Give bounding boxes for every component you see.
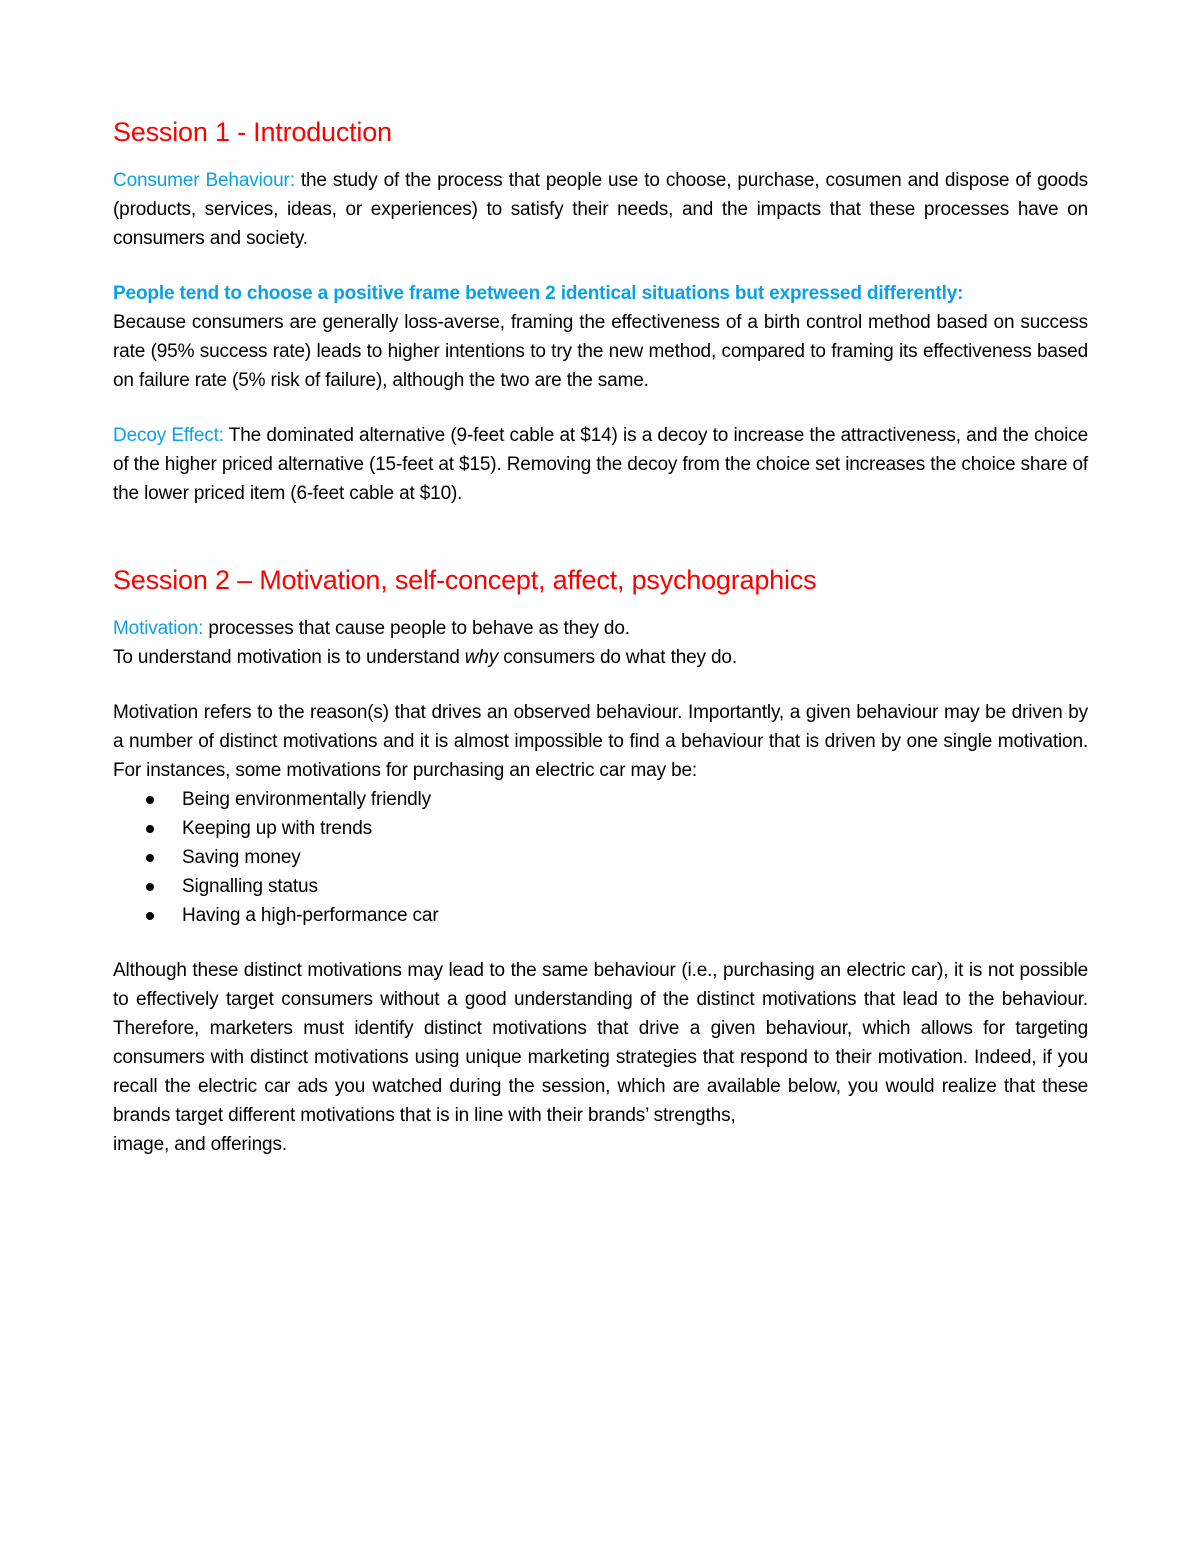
- bullet-icon: [146, 825, 154, 833]
- motivation-line-2: [113, 643, 1088, 672]
- framing-text: Because consumers are generally loss-averse, framing the effectiveness of a birth control method based on success rate (95% success rate) leads to higher intentions to try the new method, compared to framing its effectiveness based on failure rate (5% risk of failure), although the two are the same.: [113, 312, 1088, 391]
- why-emphasis: why: [464, 647, 499, 668]
- bullet-icon: [146, 854, 154, 862]
- list-item: [113, 814, 1088, 843]
- motivation-list: [113, 785, 1088, 930]
- motivation-term: Motivation:: [113, 618, 204, 639]
- motivation-paragraph-2: Although these distinct motivations may lead to the same behaviour (i.e., purchasing an electric car), it is not possible to effectively target consumers without a good understanding of the distinct motivations that lead to the behaviour. Therefore, marketers must identify distinct motivations that drive a given behaviour, which allows for targeting consumers with distinct motivations using unique marketing strategies that respond to their motivation. Indeed, if you recall the electric car ads you watched during the session, which are available below, you would realize that these brands target different motivations that is in line with their brands’ strengths,: [113, 960, 1088, 1126]
- decoy-effect-definition: [113, 421, 1088, 508]
- session-1-title: Session 1 - Introduction: [113, 117, 392, 147]
- framing-heading: [113, 279, 1088, 308]
- list-item-text: Saving money: [182, 847, 301, 868]
- decoy-effect-term: Decoy Effect:: [113, 425, 224, 446]
- consumer-behaviour-definition: [113, 166, 1088, 253]
- framing-heading-text: People tend to choose a positive frame between 2 identical situations but expressed differently:: [113, 283, 964, 304]
- list-item: [113, 785, 1088, 814]
- motivation-text: processes that cause people to behave as they do.: [203, 618, 630, 639]
- consumer-behaviour-term: Consumer Behaviour:: [113, 170, 295, 191]
- bullet-icon: [146, 883, 154, 891]
- list-item-text: Keeping up with trends: [182, 818, 372, 839]
- motivation-paragraph-1: Motivation refers to the reason(s) that drives an observed behaviour. Importantly, a given behaviour may be driven by a number of distinct motivations and it is almost impossible to find a behaviour that is driven by one single motivation. For instances, some motivations for purchasing an electric car may be:: [113, 702, 1088, 781]
- bullet-icon: [146, 796, 154, 804]
- list-item-text: Being environmentally friendly: [182, 789, 431, 810]
- list-item: [113, 901, 1088, 930]
- list-item: [113, 872, 1088, 901]
- list-item: [113, 843, 1088, 872]
- motivation-paragraph-2-end: image, and offerings.: [113, 1134, 287, 1155]
- bullet-icon: [146, 912, 154, 920]
- motivation-line-2-end: consumers do what they do.: [498, 647, 737, 668]
- consumer-behaviour-text: the study of the process that people use to choose, purchase, cosumen and dispose of goods (products, services, ideas, or experiences) to satisfy their needs, and the impacts that these processes have on consumers and society.: [113, 170, 1088, 249]
- session-2-title: Session 2 – Motivation, self-concept, affect, psychographics: [113, 565, 817, 595]
- list-item-text: Having a high-performance car: [182, 905, 439, 926]
- decoy-effect-text: The dominated alternative (9-feet cable at $14) is a decoy to increase the attractiveness, and the choice of the higher priced alternative (15-feet at $15). Removing the decoy from the choice set increases the choice share of the lower priced item (6-feet cable at $10).: [113, 425, 1088, 504]
- motivation-line-2-start: To understand motivation is to understand: [113, 647, 465, 668]
- document-page: [113, 112, 1088, 1159]
- motivation-definition: [113, 614, 1088, 643]
- list-item-text: Signalling status: [182, 876, 318, 897]
